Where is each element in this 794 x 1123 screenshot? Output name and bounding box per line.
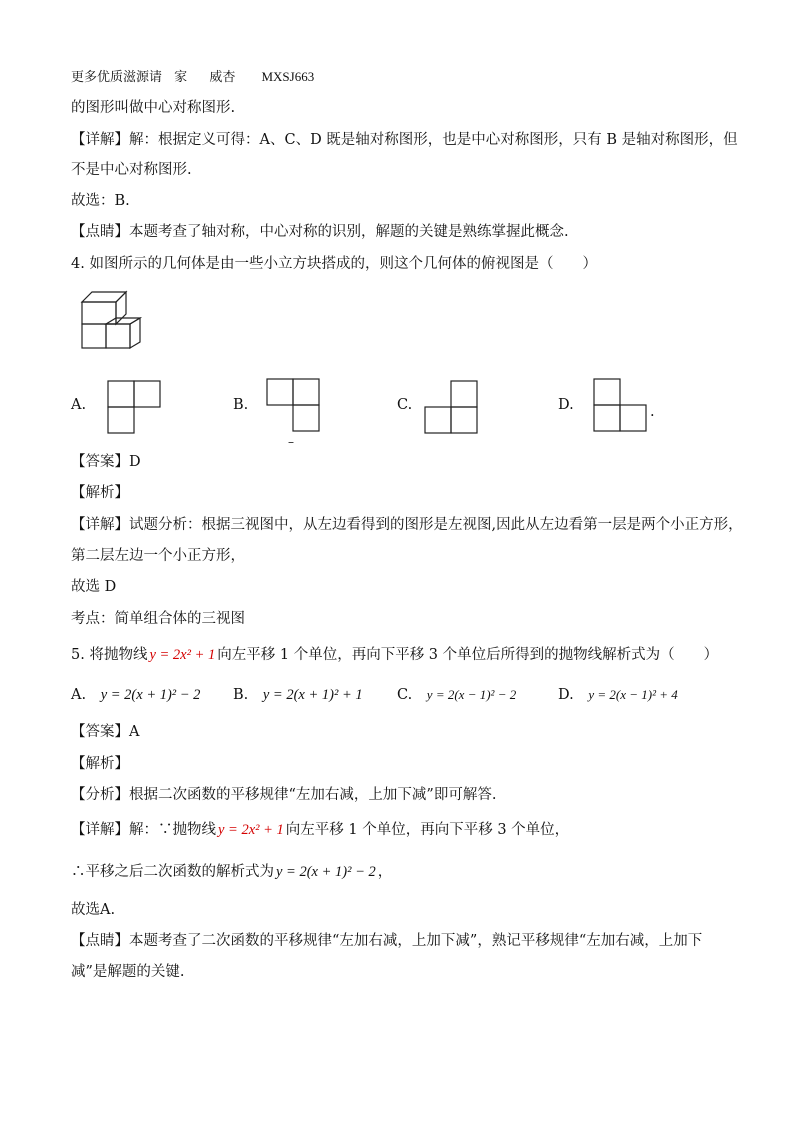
q5-result-expr: y = 2(x + 1)² − 2 — [276, 864, 376, 880]
header-part-4: MXSJ663 — [261, 69, 315, 84]
q4-option-b-label: B. — [233, 397, 249, 413]
q5-option-b-expr: y = 2(x + 1)² + 1 — [262, 687, 363, 703]
q5-analysis: 【解析】 — [71, 756, 129, 772]
q4-option-d-dot: . — [650, 404, 655, 420]
q4-option-c-label: C. — [397, 397, 413, 413]
q5-option-a-expr: y = 2(x + 1)² − 2 — [100, 687, 201, 703]
q4-option-d-label: D. — [558, 397, 574, 413]
q5-detail-post: 向左平移 1 个单位，再向下平移 3 个单位， — [285, 822, 570, 838]
q4-option-a-label: A. — [71, 397, 87, 413]
q5-option-b — [233, 685, 363, 705]
q5-question-post: 向左平移 1 个单位，再向下平移 3 个单位后所得到的抛物线解析式为（ ） — [217, 647, 719, 663]
q5-option-b-label: B. — [233, 687, 249, 703]
q4-question: 4. 如图所示的几何体是由一些小立方块搭成的，则这个几何体的俯视图是（ ） — [71, 256, 597, 272]
q5-choose: 故选A. — [71, 902, 116, 918]
q3-comment: 【点睛】本题考查了轴对称，中心对称的识别，解题的关键是熟练掌握此概念. — [71, 224, 569, 240]
q5-comment-line-2: 减”是解题的关键. — [71, 964, 185, 980]
q3-detail-line-1: 【详解】解：根据定义可得：A、C、D 既是轴对称图形，也是中心对称图形，只有 B 是轴对称图形，但 — [71, 132, 738, 148]
q5-option-d-label: D. — [558, 687, 574, 703]
q5-result-pre: ∴平移之后二次函数的解析式为 — [71, 864, 274, 880]
header-watermark — [71, 68, 314, 87]
q5-function: y = 2x² + 1 — [149, 647, 216, 663]
q4-dash-mark: – — [288, 435, 294, 449]
q4-option-b-figure — [266, 378, 320, 432]
q5-comment-line-1: 【点睛】本题考查了二次函数的平移规律“左加右减，上加下减”，熟记平移规律“左加右减，上加下 — [71, 933, 703, 949]
q5-option-c-label: C. — [397, 687, 413, 703]
q5-option-a — [71, 685, 200, 705]
q5-option-d — [558, 685, 678, 705]
header-part-3: 威杏 — [209, 70, 236, 85]
header-part-1: 更多优质滋源请 — [71, 70, 163, 85]
q4-cube-figure — [80, 290, 150, 352]
q5-detail — [71, 820, 569, 840]
q3-continuation: 的图形叫做中心对称图形. — [71, 100, 236, 116]
q5-option-a-label: A. — [71, 687, 87, 703]
q5-question-pre: 5. 将抛物线 — [71, 647, 148, 663]
q5-detail-pre: 【详解】解：∵抛物线 — [71, 822, 216, 838]
q4-option-d-figure — [593, 378, 647, 432]
q3-detail-line-2: 不是中心对称图形. — [71, 162, 192, 178]
q5-fenxi: 【分析】根据二次函数的平移规律“左加右减，上加下减”即可解答. — [71, 787, 497, 803]
q4-option-a-figure — [107, 380, 161, 434]
q5-detail-function: y = 2x² + 1 — [218, 822, 284, 838]
q4-analysis: 【解析】 — [71, 485, 129, 501]
q4-detail-line-1: 【详解】试题分析：根据三视图中，从左边看得到的图形是左视图,因此从左边看第一层是两个小正方形， — [71, 517, 743, 533]
q5-result — [71, 862, 392, 882]
q5-answer: 【答案】A — [71, 724, 140, 740]
q4-detail-line-2: 第二层左边一个小正方形， — [71, 548, 245, 564]
header-part-2: 家 — [174, 70, 188, 85]
q5-result-post: ， — [377, 864, 393, 880]
q5-option-d-expr: y = 2(x − 1)² + 4 — [588, 687, 678, 702]
q5-option-c-expr: y = 2(x − 1)² − 2 — [426, 687, 517, 702]
q4-choose: 故选 D — [71, 579, 117, 595]
q5-question — [71, 645, 718, 665]
q3-choose: 故选：B. — [71, 193, 130, 209]
q5-option-c — [397, 685, 516, 705]
q4-option-c-figure — [424, 380, 478, 434]
q4-answer: 【答案】D — [71, 454, 141, 470]
q4-point: 考点：简单组合体的三视图 — [71, 611, 245, 627]
